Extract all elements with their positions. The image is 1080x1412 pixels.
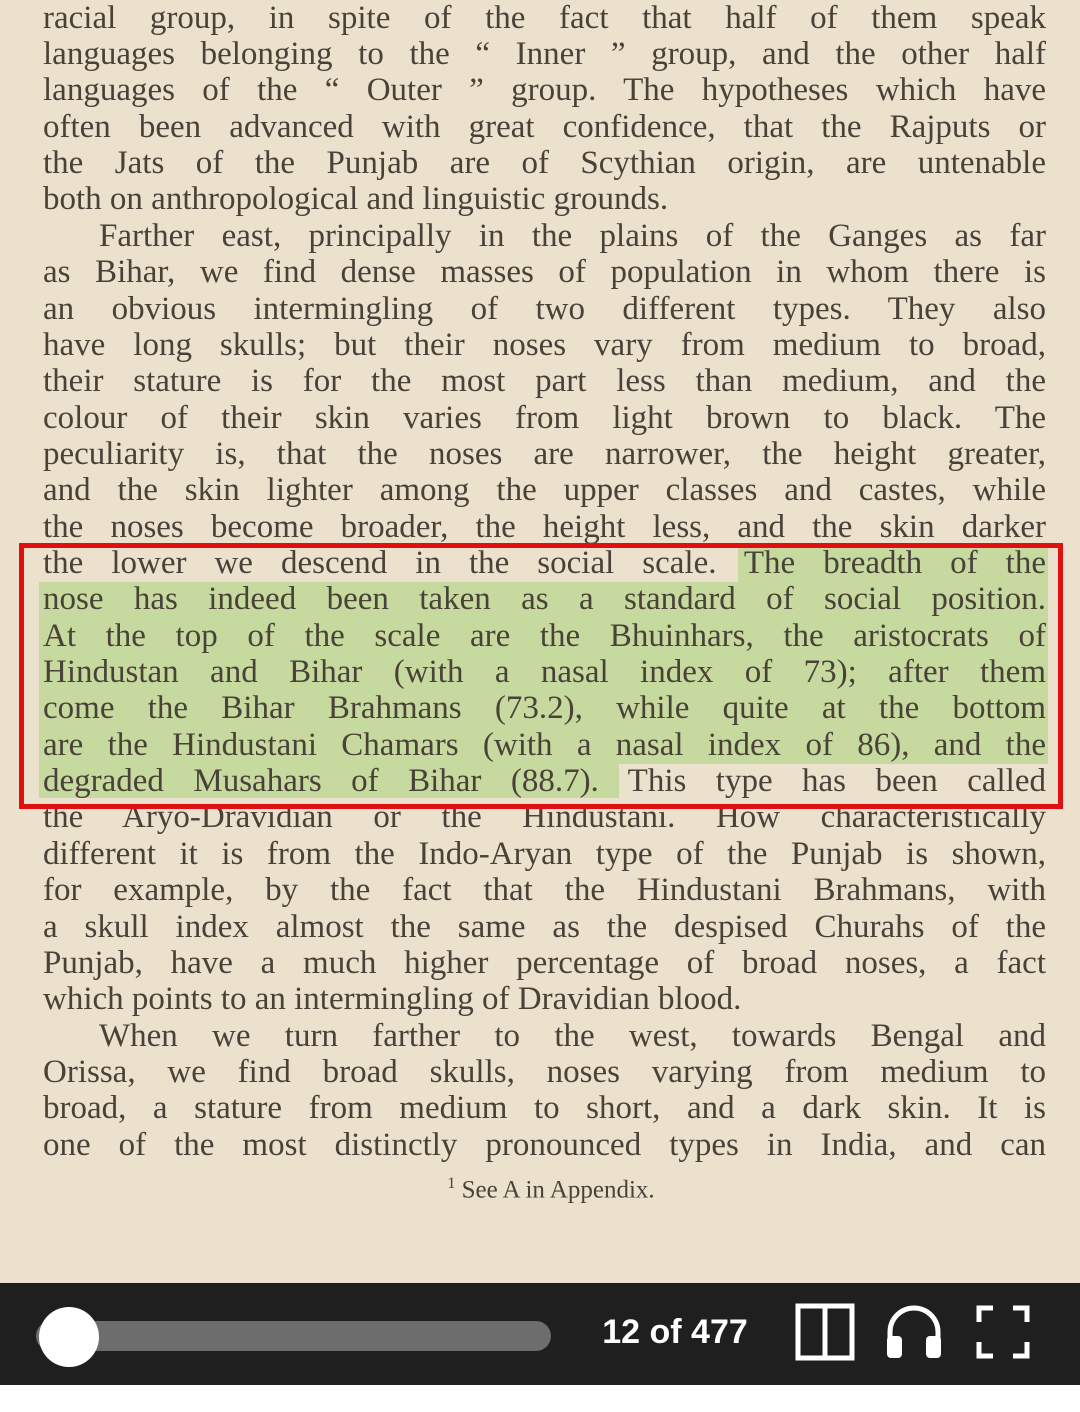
text-line: At the top of the scale are the Bhuinhars, the aristocrats of xyxy=(43,618,1046,654)
footnote xyxy=(0,1175,1080,1204)
headphones-icon[interactable] xyxy=(882,1300,946,1364)
text-line: are the Hindustani Chamars (with a nasal index of 86), and the xyxy=(43,727,1046,763)
text-line: colour of their skin varies from light brown to black. The xyxy=(43,400,1046,436)
text-line: Farther east, principally in the plains of the Ganges as far xyxy=(99,218,1046,254)
text-line: an obvious intermingling of two different types. They also xyxy=(43,291,1046,327)
text-line: different it is from the Indo-Aryan type of the Punjab is shown, xyxy=(43,836,1046,872)
text-line: and the skin lighter among the upper classes and castes, while xyxy=(43,472,1046,508)
text-line: degraded Musahars of Bihar (88.7). This type has been called xyxy=(43,763,1046,799)
selection-box[interactable] xyxy=(19,543,1063,809)
text-line: the noses become broader, the height less, and the skin darker xyxy=(43,509,1046,545)
footnote-marker: 1 xyxy=(447,1175,456,1192)
footnote-text: See A in Appendix. xyxy=(455,1176,655,1204)
text-line: Hindustan and Bihar (with a nasal index of 73); after them xyxy=(43,654,1046,690)
text-line: the Jats of the Punjab are of Scythian origin, are untenable xyxy=(43,145,1046,181)
two-page-view-icon[interactable] xyxy=(793,1300,857,1364)
text-line: languages of the “ Outer ” group. The hypotheses which have xyxy=(43,72,1046,108)
text-line: as Bihar, we find dense masses of population in whom there is xyxy=(43,254,1046,290)
bottom-strip xyxy=(0,1385,1080,1412)
text-line: When we turn farther to the west, towards Bengal and xyxy=(99,1018,1046,1054)
text-line: Orissa, we find broad skulls, noses varying from medium to xyxy=(43,1054,1046,1090)
page-counter: 12 of 477 xyxy=(602,1313,748,1351)
text-line: languages belonging to the “ Inner ” group, and the other half xyxy=(43,36,1046,72)
text-line: a skull index almost the same as the despised Churahs of the xyxy=(43,909,1046,945)
text-line: for example, by the fact that the Hindustani Brahmans, with xyxy=(43,872,1046,908)
page-progress-slider[interactable] xyxy=(36,1321,551,1351)
text-line: nose has indeed been taken as a standard of social position. xyxy=(43,581,1046,617)
text-line: the lower we descend in the social scale. The breadth of the xyxy=(43,545,1046,581)
text-line: racial group, in spite of the fact that half of them speak xyxy=(43,0,1046,36)
text-line: Punjab, have a much higher percentage of broad noses, a fact xyxy=(43,945,1046,981)
text-line: one of the most distinctly pronounced types in India, and can xyxy=(43,1127,1046,1163)
text-line: the Aryo-Dravidian or the Hindustani. How characteristically xyxy=(43,799,1046,835)
text-line: peculiarity is, that the noses are narrower, the height greater, xyxy=(43,436,1046,472)
text-line: their stature is for the most part less than medium, and the xyxy=(43,363,1046,399)
text-line: have long skulls; but their noses vary from medium to broad, xyxy=(43,327,1046,363)
slider-thumb[interactable] xyxy=(39,1307,99,1367)
text-line: come the Bihar Brahmans (73.2), while quite at the bottom xyxy=(43,690,1046,726)
text-line: which points to an intermingling of Dravidian blood. xyxy=(43,981,742,1017)
text-line: often been advanced with great confidence, that the Rajputs or xyxy=(43,109,1046,145)
fullscreen-icon[interactable] xyxy=(971,1300,1035,1364)
text-line: broad, a stature from medium to short, and a dark skin. It is xyxy=(43,1090,1046,1126)
text-line: both on anthropological and linguistic grounds. xyxy=(43,181,669,217)
